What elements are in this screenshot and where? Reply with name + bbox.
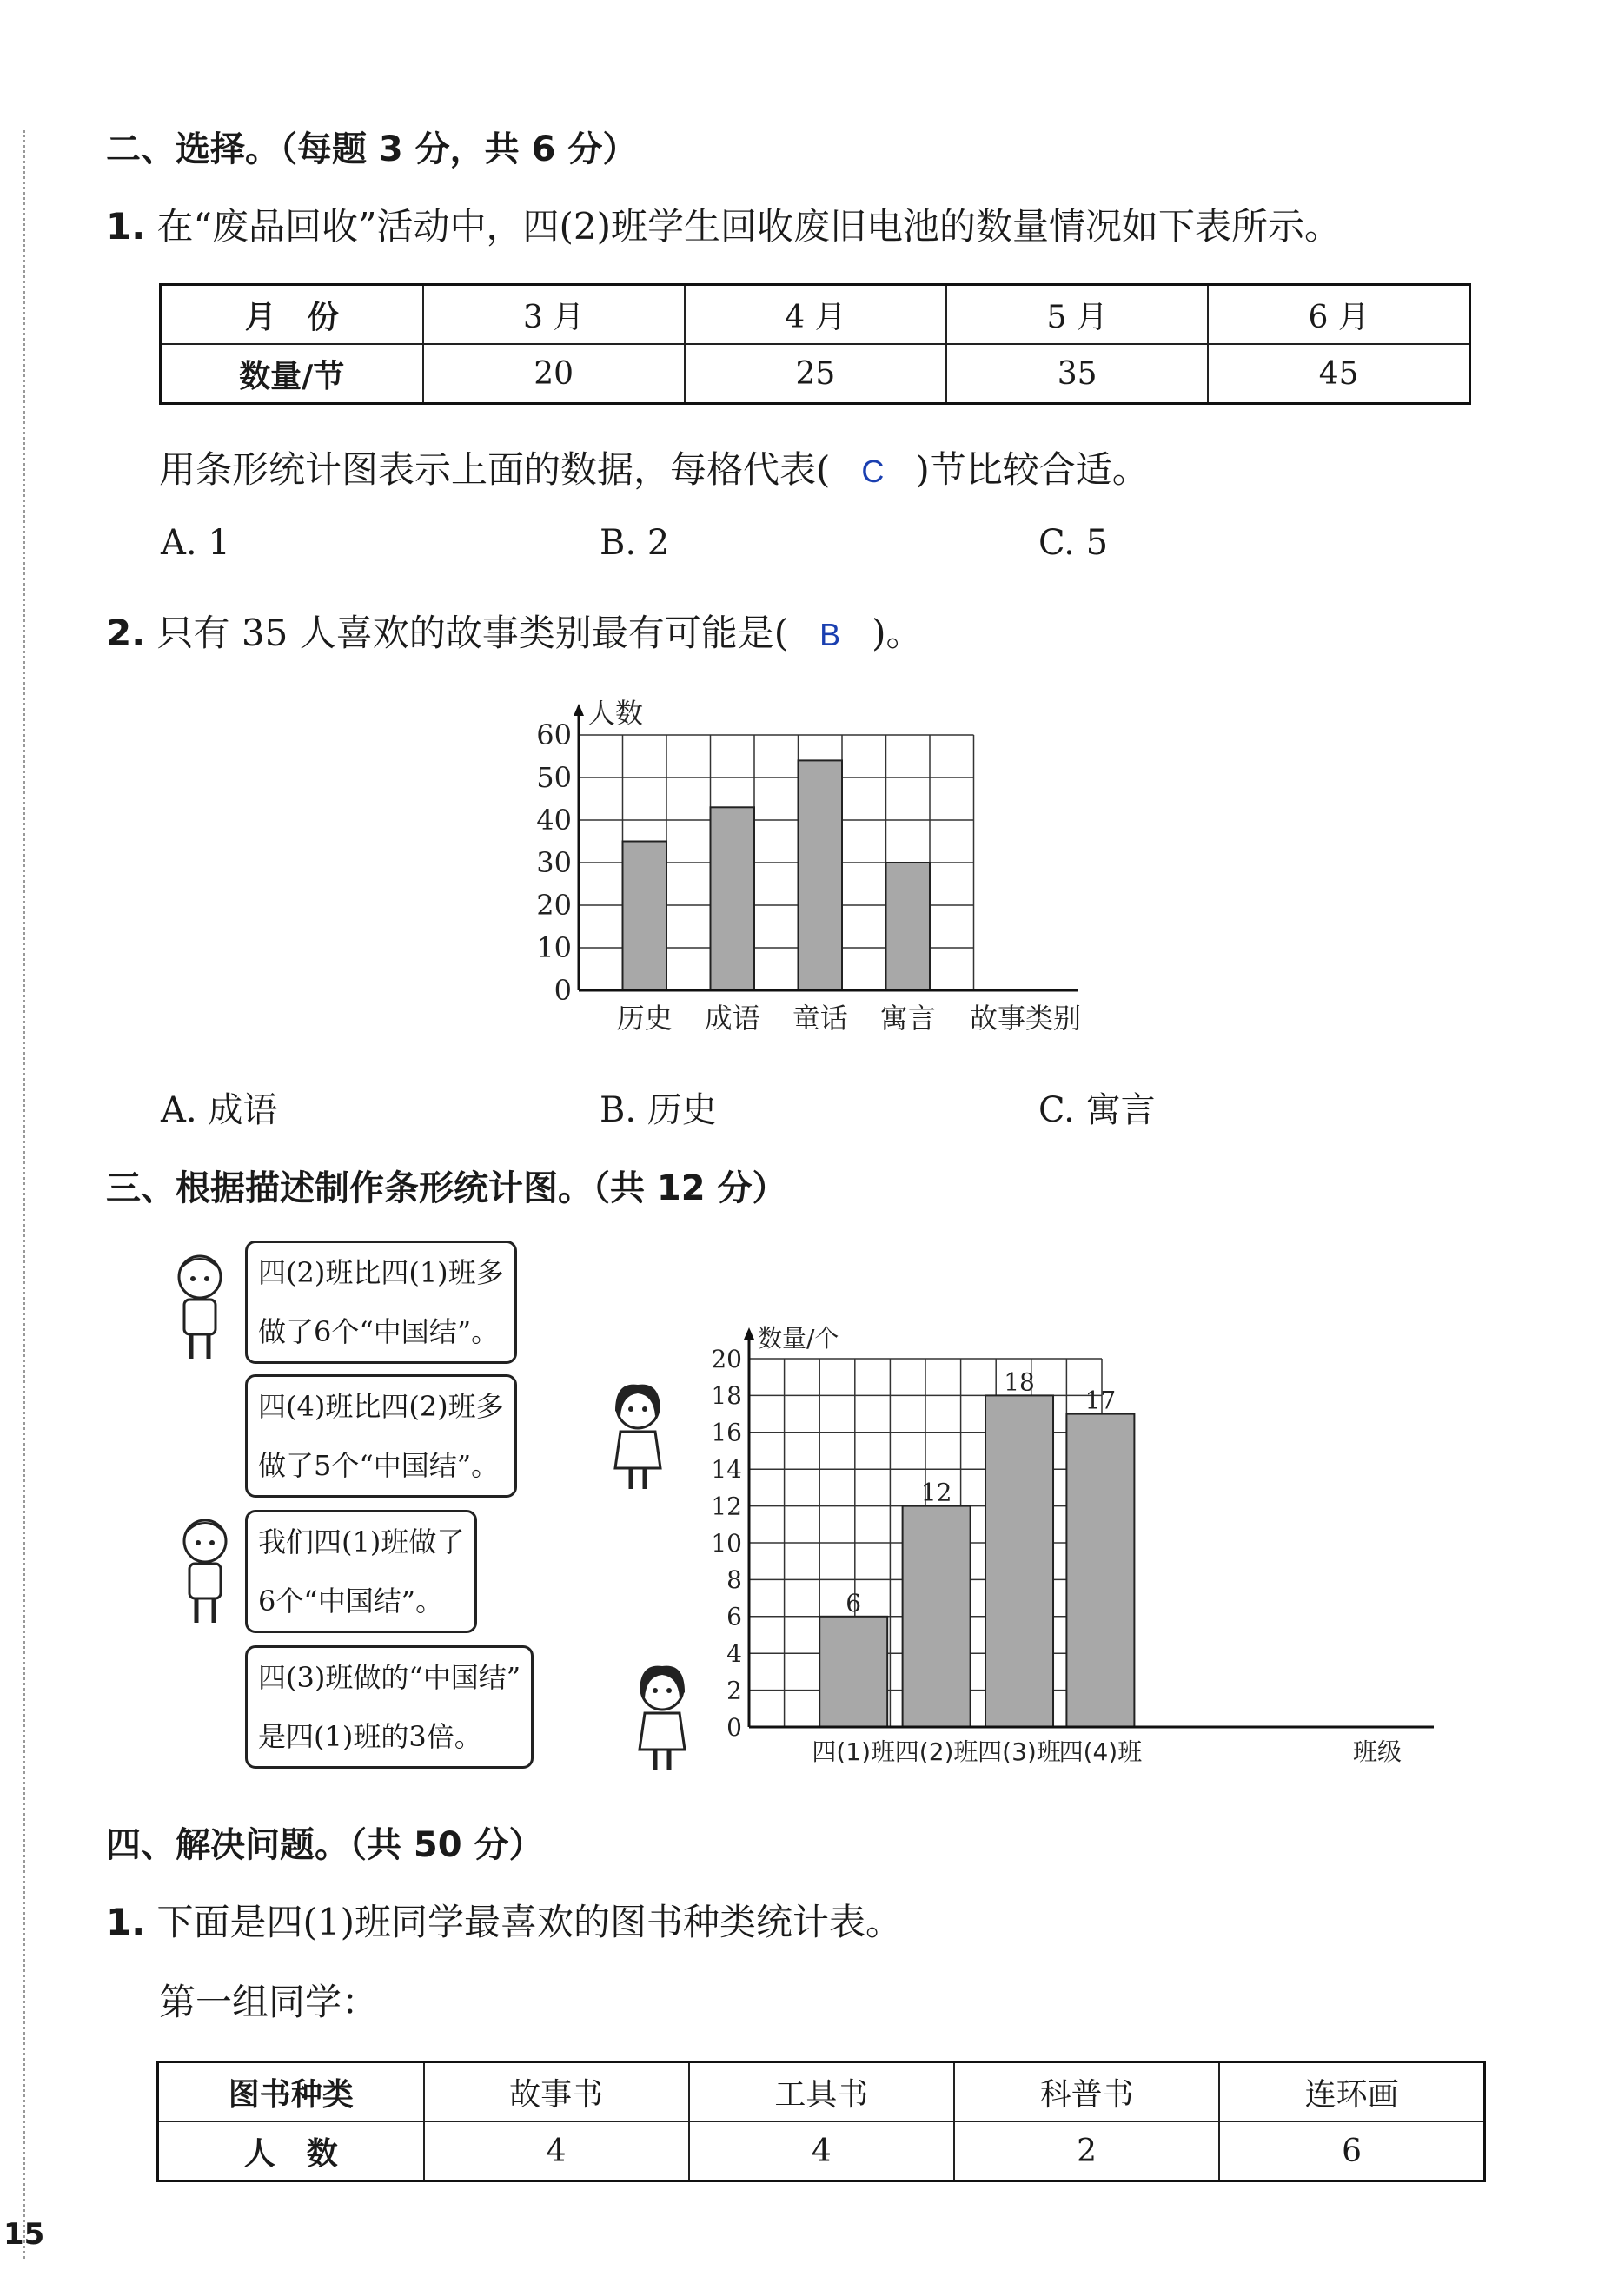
- bar: [903, 1506, 971, 1727]
- speech-bubble: [245, 1645, 534, 1769]
- section-2-title: 二、选择。（每题 3 分，共 6 分）: [106, 129, 638, 169]
- data-label: 6: [845, 1588, 862, 1618]
- speech-bubble: [245, 1510, 477, 1633]
- bubble-line: 6个“中国结”。: [258, 1585, 444, 1618]
- y-tick-label: 14: [711, 1455, 742, 1484]
- y-tick-label: 4: [726, 1639, 742, 1668]
- table-cell: 4: [689, 2121, 954, 2181]
- answer-fill[interactable]: B: [819, 617, 841, 652]
- x-tick-label: 四(1)班: [812, 1737, 896, 1766]
- bar: [799, 760, 843, 990]
- prompt-before: 只有 35 人喜欢的故事类别最有可能是(: [156, 612, 789, 654]
- table-cell: 5 月: [946, 285, 1208, 345]
- y-tick-label: 0: [554, 974, 572, 1008]
- bar: [886, 863, 931, 990]
- speech-bubble: [245, 1241, 517, 1364]
- x-tick-label: 童话: [792, 1002, 848, 1036]
- bubble-line: 做了5个“中国结”。: [258, 1449, 500, 1482]
- table-header-label: 月 份: [161, 285, 423, 345]
- table-cell: 4 月: [685, 285, 946, 345]
- table-cell: 工具书: [689, 2062, 954, 2122]
- bubble-line: 四(3)班做的“中国结”: [258, 1661, 521, 1694]
- y-tick-label: 18: [711, 1381, 742, 1411]
- battery-table: [159, 283, 1471, 405]
- table-cell: 35: [946, 344, 1208, 404]
- chart-labels: [711, 1324, 1402, 1766]
- bar: [1066, 1414, 1134, 1727]
- y-tick-label: 20: [711, 1344, 742, 1373]
- option-c: C. 5: [1038, 523, 1109, 563]
- option-b: B. 2: [600, 523, 670, 563]
- bubble-line: 是四(1)班的3倍。: [258, 1720, 482, 1753]
- binding-margin-line: [23, 130, 25, 2259]
- boy-figure-icon: [170, 1515, 240, 1628]
- y-tick-label: 6: [726, 1602, 742, 1631]
- x-tick-label: 四(3)班: [978, 1737, 1061, 1766]
- group-label: 第一组同学：: [159, 1981, 379, 2023]
- option-c: C. 寓言: [1038, 1090, 1156, 1130]
- y-tick-label: 50: [536, 761, 572, 795]
- question-number: 1.: [106, 1901, 146, 1943]
- y-tick-label: 10: [711, 1528, 742, 1558]
- y-tick-label: 20: [536, 889, 572, 923]
- option-a: A. 成语: [161, 1090, 278, 1130]
- y-tick-label: 10: [536, 931, 572, 965]
- bar: [819, 1617, 887, 1727]
- bar: [711, 807, 755, 990]
- table-cell: 故事书: [424, 2062, 689, 2122]
- x-tick-label: 四(2)班: [894, 1737, 978, 1766]
- y-tick-label: 60: [536, 718, 572, 752]
- x-axis-label: 班级: [1352, 1737, 1402, 1766]
- question-2-1-prompt: [159, 441, 1149, 493]
- option-b: B. 历史: [600, 1090, 717, 1130]
- bubble-line: 我们四(1)班做了: [258, 1525, 465, 1558]
- x-tick-label: 成语: [704, 1002, 760, 1036]
- x-tick-label: 四(4)班: [1058, 1737, 1143, 1766]
- table-cell: 4: [424, 2121, 689, 2181]
- question-2-1: [106, 198, 1341, 250]
- bar: [985, 1395, 1053, 1727]
- data-label: 17: [1084, 1386, 1117, 1415]
- girl-figure-icon: [627, 1663, 697, 1776]
- table-cell: 6 月: [1208, 285, 1469, 345]
- table-cell: 6: [1219, 2121, 1484, 2181]
- speech-bubble: [245, 1374, 517, 1498]
- y-tick-label: 8: [726, 1565, 742, 1595]
- y-tick-label: 0: [726, 1712, 742, 1742]
- knot-count-bar-chart: [695, 1303, 1451, 1790]
- question-text: 下面是四(1)班同学最喜欢的图书种类统计表。: [156, 1901, 903, 1943]
- table-cell: 科普书: [954, 2062, 1219, 2122]
- table-cell: 3 月: [423, 285, 685, 345]
- prompt-before: 用条形统计图表示上面的数据，每格代表(: [159, 448, 831, 491]
- data-label: 12: [920, 1478, 952, 1507]
- section-3-title: 三、根据描述制作条形统计图。（共 12 分）: [106, 1168, 787, 1208]
- table-cell: 连环画: [1219, 2062, 1484, 2122]
- page-number: 15: [3, 2217, 45, 2252]
- y-tick-label: 16: [711, 1418, 742, 1447]
- option-a: A. 1: [161, 523, 230, 563]
- prompt-after: )节比较合适。: [915, 448, 1149, 491]
- y-axis-arrow: [574, 704, 584, 716]
- question-number: 2.: [106, 612, 146, 654]
- data-label: 18: [1004, 1367, 1035, 1397]
- y-tick-label: 40: [536, 804, 572, 837]
- question-number: 1.: [106, 205, 146, 248]
- y-tick-label: 2: [726, 1676, 742, 1705]
- story-category-bar-chart: [504, 678, 1130, 1060]
- y-tick-label: 12: [711, 1492, 742, 1521]
- table-row-label: 人 数: [158, 2121, 424, 2181]
- bubble-line: 四(2)班比四(1)班多: [258, 1256, 504, 1289]
- chart-bars: [623, 760, 931, 990]
- y-axis-label: 人数: [587, 697, 644, 730]
- table-row-label: 数量/节: [161, 344, 423, 404]
- question-4-1: [106, 1894, 902, 1946]
- table-cell: 20: [423, 344, 685, 404]
- bubble-line: 四(4)班比四(2)班多: [258, 1390, 504, 1423]
- x-axis-label: 故事类别: [969, 1002, 1082, 1036]
- y-tick-label: 30: [536, 846, 572, 880]
- book-type-table: [156, 2061, 1486, 2182]
- boy-figure-icon: [165, 1251, 235, 1364]
- question-text: 在“废品回收”活动中，四(2)班学生回收废旧电池的数量情况如下表所示。: [156, 205, 1341, 248]
- x-tick-label: 寓言: [879, 1002, 936, 1036]
- answer-fill[interactable]: C: [861, 453, 885, 489]
- bar: [623, 842, 667, 991]
- y-axis-arrow: [744, 1327, 754, 1340]
- table-cell: 25: [685, 344, 946, 404]
- table-cell: 2: [954, 2121, 1219, 2181]
- section-4-title: 四、解决问题。（共 50 分）: [106, 1825, 544, 1865]
- question-2-2: [106, 605, 922, 657]
- chart-bars: [819, 1395, 1134, 1727]
- x-tick-label: 历史: [616, 1002, 673, 1036]
- y-axis-label: 数量/个: [758, 1324, 839, 1353]
- table-header-label: 图书种类: [158, 2062, 424, 2122]
- table-cell: 45: [1208, 344, 1469, 404]
- girl-figure-icon: [603, 1381, 673, 1494]
- prompt-after: )。: [872, 612, 923, 654]
- bubble-line: 做了6个“中国结”。: [258, 1315, 500, 1348]
